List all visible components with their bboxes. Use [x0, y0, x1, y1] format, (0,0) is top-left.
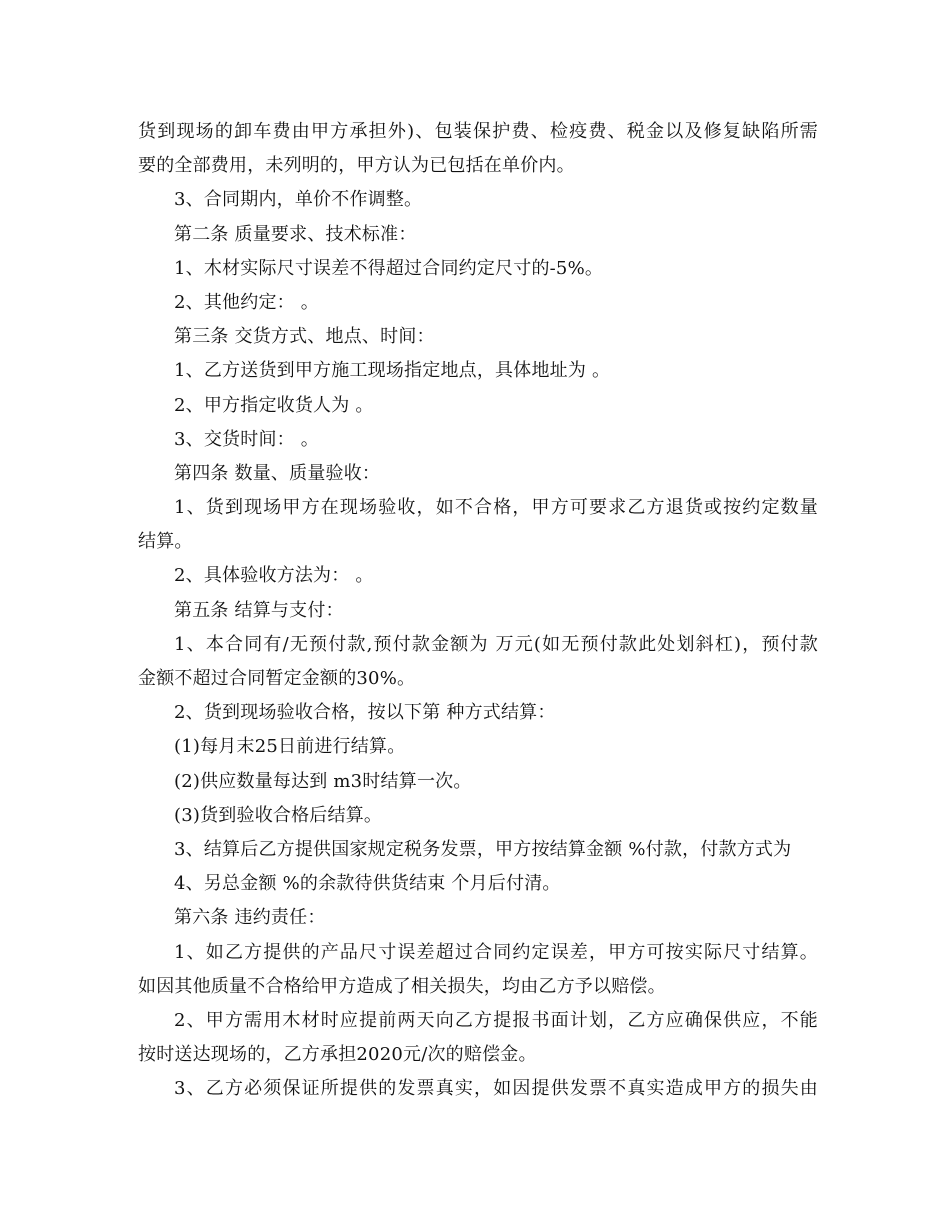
paragraph-line: 如因其他质量不合格给甲方造成了相关损失，均由乙方予以赔偿。 [138, 975, 666, 997]
paragraph-line: 1、货到现场甲方在现场验收，如不合格，甲方可要求乙方退货或按约定数量 [174, 497, 818, 519]
paragraph-line: 3、乙方必须保证所提供的发票真实，如因提供发票不真实造成甲方的损失由 [174, 1078, 818, 1100]
paragraph-line: 2、其他约定： 。 [174, 291, 319, 313]
paragraph-line: 2、甲方需用木材时应提前两天向乙方提报书面计划，乙方应确保供应，不能 [174, 1009, 818, 1031]
paragraph-line: 2、货到现场验收合格，按以下第 种方式结算： [174, 702, 556, 724]
paragraph-line: 1、本合同有/无预付款,预付款金额为 万元(如无预付款此处划斜杠)，预付款 [174, 633, 818, 655]
paragraph-line: 1、乙方送货到甲方施工现场指定地点，具体地址为 。 [174, 360, 611, 382]
section-heading: 第六条 违约责任： [174, 907, 326, 929]
paragraph-line: 2、具体验收方法为： 。 [174, 565, 374, 587]
section-heading: 第四条 数量、质量验收： [174, 462, 381, 484]
section-heading: 第五条 结算与支付： [174, 599, 344, 621]
paragraph-line: 3、结算后乙方提供国家规定税务发票，甲方按结算金额 %付款，付款方式为 [174, 838, 792, 860]
paragraph-line: 金额不超过合同暂定金额的30%。 [138, 668, 416, 689]
section-heading: 第三条 交货方式、地点、时间： [174, 326, 435, 348]
contract-text [138, 115, 818, 1106]
paragraph-line: 3、合同期内，单价不作调整。 [174, 189, 423, 211]
paragraph-line: (3)货到验收合格后结算。 [174, 804, 383, 826]
paragraph-line: 1、木材实际尺寸误差不得超过合同约定尺寸的-5%。 [174, 257, 604, 279]
paragraph-line: 货到现场的卸车费由甲方承担外)、包装保护费、检疫费、税金以及修复缺陷所需 [138, 121, 818, 142]
paragraph-line: 3、交货时间： 。 [174, 428, 319, 450]
paragraph-line: (2)供应数量每达到 m3时结算一次。 [174, 770, 472, 792]
paragraph-line: 按时送达现场的，乙方承担2020元/次的赔偿金。 [138, 1044, 537, 1066]
paragraph-line: 结算。 [138, 531, 193, 553]
paragraph-line: 要的全部费用，未列明的，甲方认为已包括在单价内。 [138, 155, 575, 177]
paragraph-line: (1)每月末25日前进行结算。 [174, 736, 406, 758]
section-heading: 第二条 质量要求、技术标准： [174, 223, 417, 245]
paragraph-line: 1、如乙方提供的产品尺寸误差超过合同约定误差，甲方可按实际尺寸结算。 [174, 941, 818, 963]
paragraph-line: 4、另总金额 %的余款待供货结束 个月后付清。 [174, 873, 561, 895]
paragraph-line: 2、甲方指定收货人为 。 [174, 394, 374, 416]
